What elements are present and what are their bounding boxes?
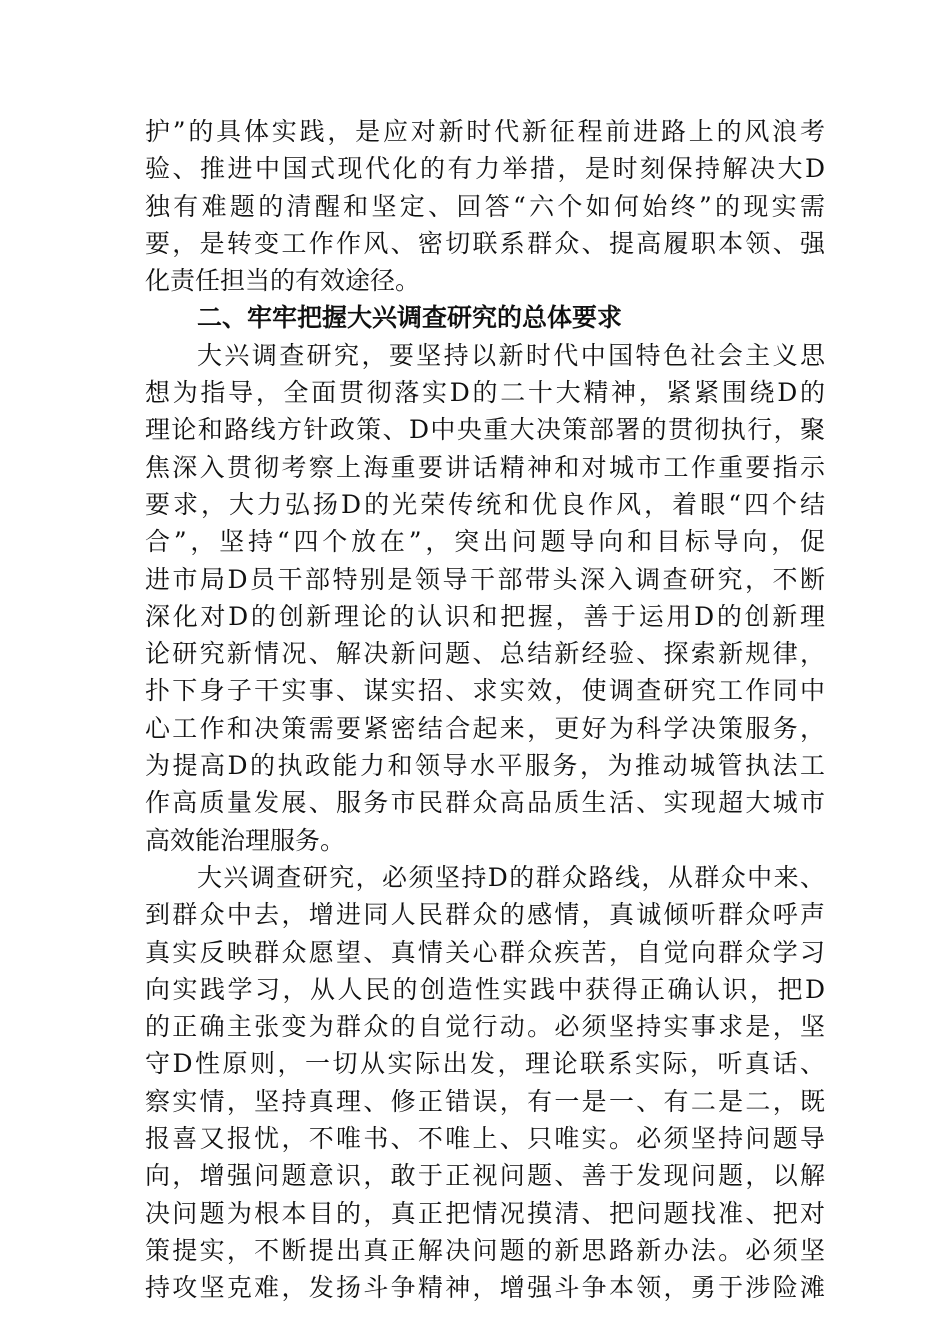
text-line: 论研究新情况、解决新问题、总结新经验、探索新规律，	[145, 639, 825, 669]
text-line: 化责任担当的有效途径。	[145, 266, 421, 296]
text-line: 心工作和决策需要紧密结合起来，更好为科学决策服务，	[145, 713, 825, 743]
text-line: 守D性原则，一切从实际出发，理论联系实际，听真话、	[145, 1049, 825, 1079]
text-line: 要，是转变工作作风、密切联系群众、提高履职本领、强	[145, 228, 825, 258]
text-line: 的正确主张变为群众的自觉行动。必须坚持实事求是，坚	[145, 1012, 825, 1042]
text-line: 扑下身子干实事、谋实招、求实效，使调查研究工作同中	[145, 676, 825, 706]
text-line: 大兴调查研究，要坚持以新时代中国特色社会主义思	[197, 340, 825, 370]
text-line: 决问题为根本目的，真正把情况摸清、把问题找准、把对	[145, 1198, 825, 1228]
text-line: 到群众中去，增进同人民群众的感情，真诚倾听群众呼声	[145, 900, 825, 930]
text-line: 深化对D的创新理论的认识和把握，善于运用D的创新理	[145, 601, 825, 631]
text-line: 向，增强问题意识，敢于正视问题、善于发现问题，以解	[145, 1161, 825, 1191]
paragraph-intro	[145, 113, 825, 299]
text-line: 大兴调查研究，必须坚持D的群众路线，从群众中来、	[197, 862, 825, 892]
text-line: 理论和路线方针政策、D中央重大决策部署的贯彻执行，聚	[145, 415, 825, 445]
text-line: 作高质量发展、服务市民群众高品质生活、实现超大城市	[145, 788, 825, 818]
text-line: 独有难题的清醒和坚定、回答“六个如何始终”的现实需	[145, 191, 825, 221]
text-line: 焦深入贯彻考察上海重要讲话精神和对城市工作重要指示	[145, 452, 825, 482]
text-line: 合”，坚持“四个放在”，突出问题导向和目标导向，促	[145, 527, 825, 557]
paragraph-1	[145, 337, 825, 859]
text-line: 高效能治理服务。	[145, 825, 346, 855]
text-line: 持攻坚克难，发扬斗争精神，增强斗争本领，勇于涉险滩	[145, 1273, 825, 1303]
text-line: 报喜又报忧，不唯书、不唯上、只唯实。必须坚持问题导	[145, 1124, 825, 1154]
text-line: 要求，大力弘扬D的光荣传统和优良作风，着眼“四个结	[145, 489, 825, 519]
section-heading: 二、牢牢把握大兴调查研究的总体要求	[197, 303, 623, 333]
text-line: 向实践学习，从人民的创造性实践中获得正确认识，把D	[145, 974, 825, 1004]
text-line: 进市局D员干部特别是领导干部带头深入调查研究，不断	[145, 564, 825, 594]
text-line: 为提高D的执政能力和领导水平服务，为推动城管执法工	[145, 751, 825, 781]
text-line: 想为指导，全面贯彻落实D的二十大精神，紧紧围绕D的	[145, 378, 825, 408]
text-line: 察实情，坚持真理、修正错误，有一是一、有二是二，既	[145, 1086, 825, 1116]
document-body	[145, 113, 825, 1307]
text-line: 验、推进中国式现代化的有力举措，是时刻保持解决大D	[145, 154, 825, 184]
paragraph-2	[145, 859, 825, 1307]
text-line: 护”的具体实践，是应对新时代新征程前进路上的风浪考	[145, 117, 825, 146]
text-line: 策提实，不断提出真正解决问题的新思路新办法。必须坚	[145, 1235, 825, 1265]
text-line: 真实反映群众愿望、真情关心群众疾苦，自觉向群众学习	[145, 937, 825, 967]
